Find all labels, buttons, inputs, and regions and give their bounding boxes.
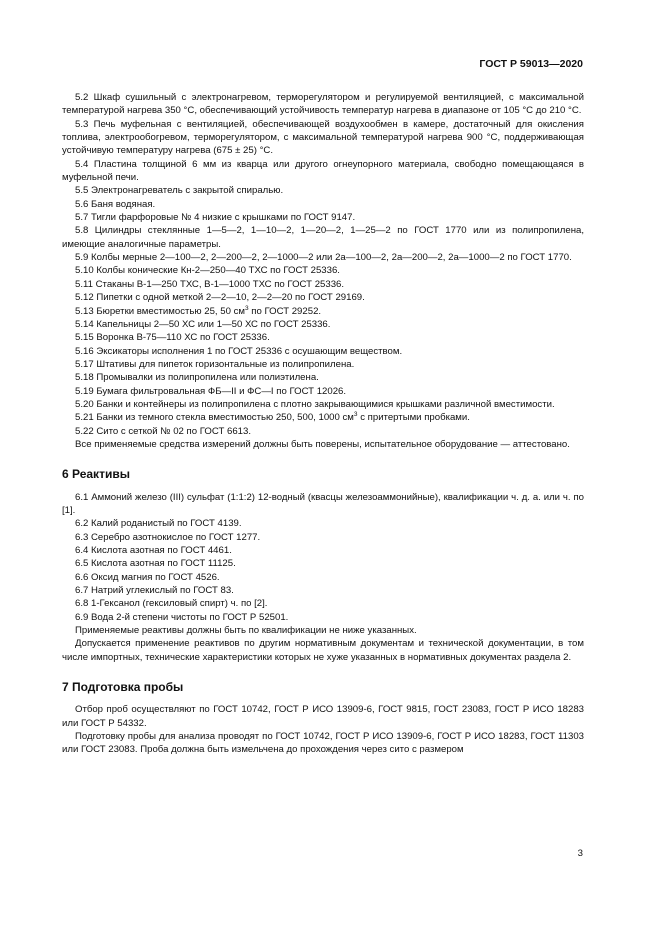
clause-6-9: 6.9 Вода 2-й степени чистоты по ГОСТ Р 52501. bbox=[75, 611, 289, 623]
section-6-heading: 6 Реактивы bbox=[62, 467, 130, 482]
clause-5-13-text: 5.13 Бюретки вместимостью 25, 50 см bbox=[75, 305, 245, 317]
clause-6-4: 6.4 Кислота азотная по ГОСТ 4461. bbox=[75, 545, 232, 556]
clause-6-7: 6.7 Натрий углекислый по ГОСТ 83. bbox=[75, 585, 234, 597]
clause-5-13 bbox=[62, 305, 584, 318]
clause-5-16: 5.16 Эксикаторы исполнения 1 по ГОСТ 25336 с осушающим веществом. bbox=[75, 345, 403, 357]
clause-5-19: 5.19 Бумага фильтровальная ФБ—II и ФС—I по ГОСТ 12026. bbox=[75, 385, 347, 397]
document-code: ГОСТ Р 59013—2020 bbox=[479, 58, 583, 70]
section-7-heading: 7 Подготовка пробы bbox=[62, 680, 184, 695]
clause-5-2: 5.2 Шкаф сушильный с электронагревом, терморегулятором и регулируемой вентиляцией, с максимальной температурой нагрева 350 °С, обеспечивающий устойчивость температур нагрева в диапазоне от 105 °С до 210 °С. bbox=[62, 92, 584, 117]
clause-5-18: 5.18 Промывалки из полипропилена или полиэтилена. bbox=[75, 372, 319, 384]
clause-5-13-tail: по ГОСТ 29252. bbox=[248, 305, 322, 317]
clause-6-6: 6.6 Оксид магния по ГОСТ 4526. bbox=[75, 571, 220, 583]
clause-5-12: 5.12 Пипетки с одной меткой 2—2—10, 2—2—20 по ГОСТ 29169. bbox=[75, 292, 365, 304]
sampling-paragraph: Отбор проб осуществляют по ГОСТ 10742, ГОСТ Р ИСО 13909-6, ГОСТ 9815, ГОСТ 23083, ГОСТ Р ИСО 18283 или ГОСТ Р 54332. bbox=[62, 704, 584, 729]
clause-5-21-tail: с притертыми пробками. bbox=[357, 412, 470, 424]
clause-5-17: 5.17 Штативы для пипеток горизонтальные из полипропилена. bbox=[75, 358, 355, 370]
clause-5-14: 5.14 Капельницы 2—50 ХС или 1—50 ХС по ГОСТ 25336. bbox=[75, 318, 331, 330]
page-number: 3 bbox=[577, 848, 583, 859]
reagent-qualification-note: Применяемые реактивы должны быть по квалификации не ниже указанных. bbox=[75, 625, 417, 637]
clause-5-20: 5.20 Банки и контейнеры из полипропилена с плотно закрывающимися крышками различной вместимости. bbox=[75, 398, 555, 410]
clause-5-11: 5.11 Стаканы В-1—250 ТХС, В-1—1000 ТХС по ГОСТ 25336. bbox=[75, 278, 345, 290]
clause-6-8: 6.8 1-Гексанол (гексиловый спирт) ч. по [2]. bbox=[75, 598, 268, 610]
clause-5-21 bbox=[62, 411, 584, 424]
clause-6-5: 6.5 Кислота азотная по ГОСТ 11125. bbox=[75, 558, 236, 570]
clause-5-22: 5.22 Сито с сеткой № 02 по ГОСТ 6613. bbox=[75, 425, 251, 437]
clause-6-2: 6.2 Калий роданистый по ГОСТ 4139. bbox=[75, 518, 242, 530]
clause-5-3: 5.3 Печь муфельная с вентиляцией, обеспечивающей воздухообмен в камере, достаточный для окисления топлива, электрообогревом, терморегулятором, с максимальной температурой нагрева 900 °С, поддерживающая устойчивую температуру нагрева (675 ± 25) °С. bbox=[62, 118, 584, 157]
clause-5-9: 5.9 Колбы мерные 2—100—2, 2—200—2, 2—1000—2 или 2а—100—2, 2а—200—2, 2а—1000—2 по ГОСТ 1770. bbox=[75, 252, 572, 264]
clause-6-3: 6.3 Серебро азотнокислое по ГОСТ 1277. bbox=[75, 531, 261, 543]
sample-preparation-paragraph: Подготовку пробы для анализа проводят по ГОСТ 10742, ГОСТ Р ИСО 13909-6, ГОСТ Р ИСО 18283, ГОСТ 11303 или ГОСТ 23083. Проба должна быть измельчена до прохождения через сито с размером bbox=[62, 731, 584, 756]
clause-5-15: 5.15 Воронка В-75—110 ХС по ГОСТ 25336. bbox=[75, 332, 270, 344]
clause-5-13-sup: 3 bbox=[244, 304, 249, 312]
clause-6-1: 6.1 Аммоний железо (III) сульфат (1:1:2) 12-водный (квасцы железоаммонийные), квалификации ч. д. а. или ч. по [1]. bbox=[62, 491, 584, 516]
clause-5-10: 5.10 Колбы конические Кн-2—250—40 ТХС по ГОСТ 25336. bbox=[75, 265, 340, 277]
document-body bbox=[62, 91, 584, 757]
clause-5-5: 5.5 Электронагреватель с закрытой спиралью. bbox=[75, 185, 284, 197]
clause-5-21-text: 5.21 Банки из темного стекла вместимостью 250, 500, 1000 см bbox=[75, 412, 354, 424]
clause-5-4: 5.4 Пластина толщиной 6 мм из кварца или другого огнеупорного материала, свободно помещающаяся в муфельной печи. bbox=[62, 158, 584, 184]
clause-5-6: 5.6 Баня водяная. bbox=[75, 198, 156, 210]
clause-5-8: 5.8 Цилиндры стеклянные 1—5—2, 1—10—2, 1—20—2, 1—25—2 по ГОСТ 1770 или из полипропилена, имеющие аналогичные параметры. bbox=[62, 225, 584, 250]
reagent-substitution-note: Допускается применение реактивов по другим нормативным документам и технической документации, в том числе импортных, технические характеристики которых не хуже указанных в нормативных документах раздела 2. bbox=[62, 638, 584, 663]
verification-note: Все применяемые средства измерений должны быть поверены, испытательное оборудование — аттестовано. bbox=[75, 438, 570, 450]
clause-5-21-sup: 3 bbox=[353, 411, 358, 419]
clause-5-7: 5.7 Тигли фарфоровые № 4 низкие с крышками по ГОСТ 9147. bbox=[75, 212, 356, 224]
